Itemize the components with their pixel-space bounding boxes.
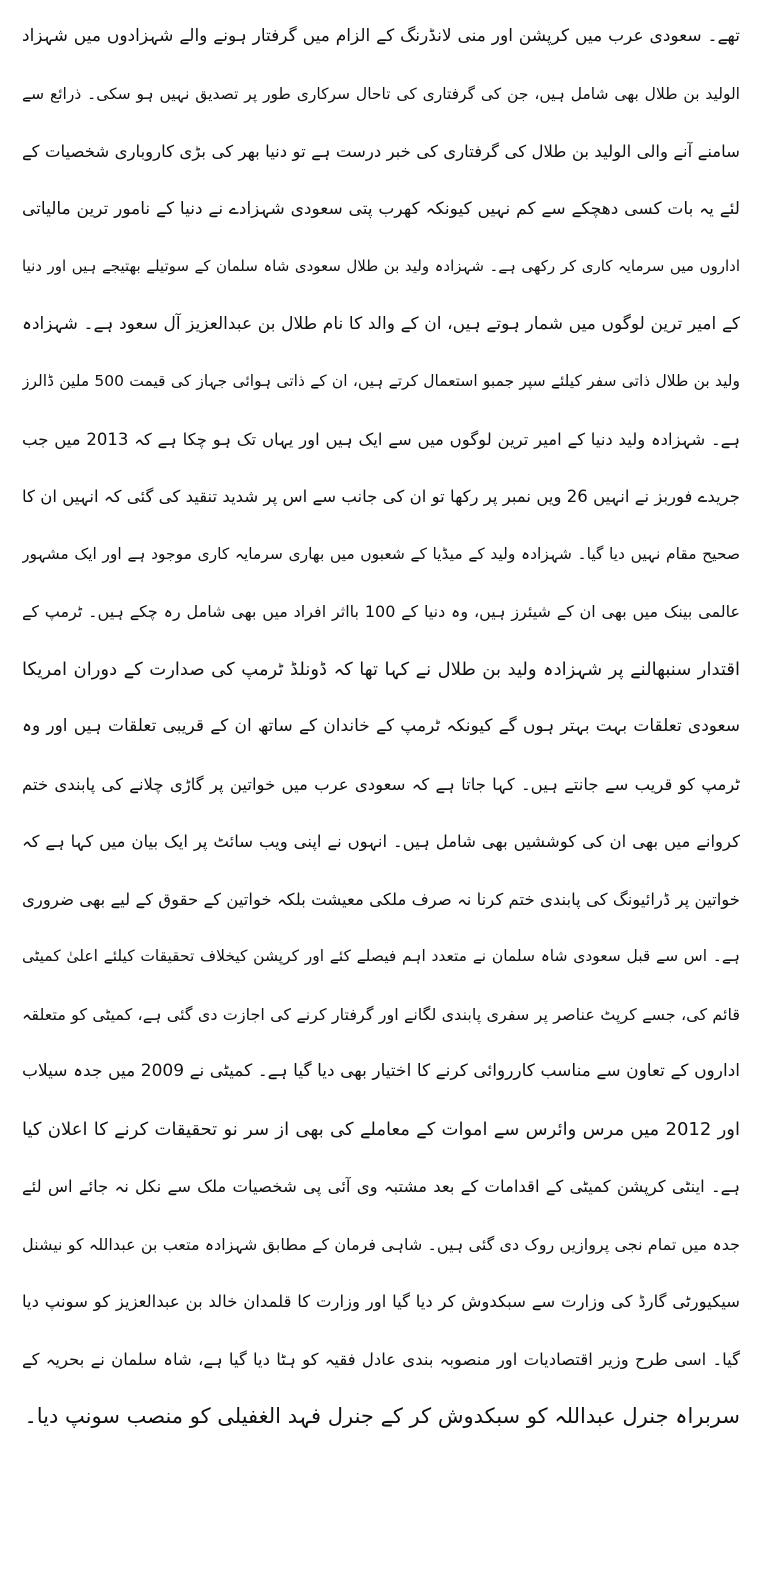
- article-line: خواتین پر ڈرائیونگ کی پابندی ختم کرنا نہ صرف ملکی معیشت بلکہ خواتین کے حقوق کے لیے بھی ضروری: [22, 889, 740, 909]
- article-line: ہے۔ اس سے قبل سعودی شاہ سلمان نے متعدد اہم فیصلے کئے اور کرپشن کیخلاف تحقیقات کیلئے اعلیٰ کمیٹی: [22, 947, 740, 965]
- article-line: اقتدار سنبھالنے پر شہزادہ ولید بن طلال نے کہا تھا کہ ڈونلڈ ٹرمپ کی صدارت کے دوران امریکا: [22, 658, 740, 680]
- article-line: جدہ میں تمام نجی پروازیں روک دی گئی ہیں۔ شاہی فرمان کے مطابق شہزادہ متعب بن عبداللہ کو نیشنل: [22, 1234, 740, 1254]
- article-line: سربراہ جنرل عبداللہ کو سبکدوش کر کے جنرل فہد الغفیلی کو منصب سونپ دیا۔: [24, 1404, 740, 1428]
- article-line: کے امیر ترین لوگوں میں شمار ہوتے ہیں، ان کے والد کا نام طلال بن عبدالعزیز آل سعود ہے۔ شہزادہ: [22, 313, 740, 334]
- article-line: عالمی بینک میں بھی ان کے شیئرز ہیں، وہ دنیا کے 100 بااثر افراد میں بھی شامل رہ چکے ہیں۔ ٹرمپ کے: [22, 602, 740, 621]
- article-line: سعودی تعلقات بہت بہتر ہوں گے کیونکہ ٹرمپ کے خاندان کے ساتھ ان کے قریبی تعلقات ہیں اور وہ: [22, 716, 740, 736]
- article-line: گیا۔ اسی طرح وزیر اقتصادیات اور منصوبہ بندی عادل فقیہ کو ہٹا دیا گیا ہے، شاہ سلمان نے بحریہ کے: [22, 1349, 740, 1369]
- article-body: [22, 8, 740, 1446]
- article-line: ولید بن طلال ذاتی سفر کیلئے سپر جمبو استعمال کرتے ہیں، ان کے ذاتی ہوائی جہاز کی قیمت 500 ملین ڈالرز: [22, 372, 740, 390]
- article-line: تھے۔ سعودی عرب میں کرپشن اور منی لانڈرنگ کے الزام میں گرفتار ہونے والے شہزادوں میں شہزاد: [22, 26, 740, 46]
- article-line: ہے۔ اینٹی کرپشن کمیٹی کے اقدامات کے بعد مشتبہ وی آئی پی شخصیات ملک سے نکل نہ جائے اس لئے: [22, 1177, 740, 1196]
- article-line: ہے۔ شہزادہ ولید دنیا کے امیر ترین لوگوں میں سے ایک ہیں اور یہاں تک ہو چکا ہے کہ 2013 میں جب: [22, 429, 740, 449]
- article-line: اداروں کے تعاون سے مناسب کارروائی کرنے کا اختیار بھی دیا گیا ہے۔ کمیٹی نے 2009 میں جدہ سیلاب: [22, 1061, 740, 1081]
- article-line: قائم کی، جسے کرپٹ عناصر پر سفری پابندی لگانے اور گرفتار کرنے کی اجازت دی گئی ہے، کمیٹی کو متعلقہ: [22, 1004, 740, 1024]
- article-line: جریدے فوربز نے انہیں 26 ویں نمبر پر رکھا تو ان کی جانب سے اس پر شدید تنقید کی گئی کہ انہیں ان کا: [22, 487, 740, 506]
- article-line: صحیح مقام نہیں دیا گیا۔ شہزادہ ولید کے میڈیا کے شعبوں میں بھاری سرمایہ کاری موجود ہے اور ایک مشہور: [22, 544, 740, 563]
- article-line: کروانے میں بھی ان کی کوششیں بھی شامل ہیں۔ انہوں نے اپنی ویب سائٹ پر ایک بیان میں کہا ہے کہ: [22, 832, 740, 851]
- article-line: لئے یہ بات کسی دھچکے سے کم نہیں کیونکہ کھرب پتی سعودی شہزادے نے دنیا کے نامور ترین مالیاتی: [22, 198, 740, 219]
- article-line: سامنے آنے والی الولید بن طلال کی گرفتاری کی خبر درست ہے تو دنیا بھر کی بڑی کاروباری شخصیات کے: [22, 142, 740, 161]
- article-line: اور 2012 میں مرس وائرس سے اموات کے معاملے کی بھی از سر نو تحقیقات کرنے کا اعلان کیا: [22, 1118, 740, 1140]
- article-line: الولید بن طلال بھی شامل ہیں، جن کی گرفتاری کی تاحال سرکاری طور پر تصدیق نہیں ہو سکی۔ ذرائع سے: [22, 84, 740, 103]
- article-line: سیکیورٹی گارڈ کی وزارت سے سبکدوش کر دیا گیا اور وزارت کا قلمدان خالد بن عبدالعزیز کو سونپ دیا: [22, 1292, 740, 1311]
- article-line: ٹرمپ کو قریب سے جانتے ہیں۔ کہا جاتا ہے کہ سعودی عرب میں خواتین پر گاڑی چلانے کی پابندی ختم: [22, 774, 740, 794]
- article-line: اداروں میں سرمایہ کاری کر رکھی ہے۔ شہزادہ ولید بن طلال سعودی شاہ سلمان کے سوتیلے بھتیجے ہیں اور دنیا: [22, 257, 740, 275]
